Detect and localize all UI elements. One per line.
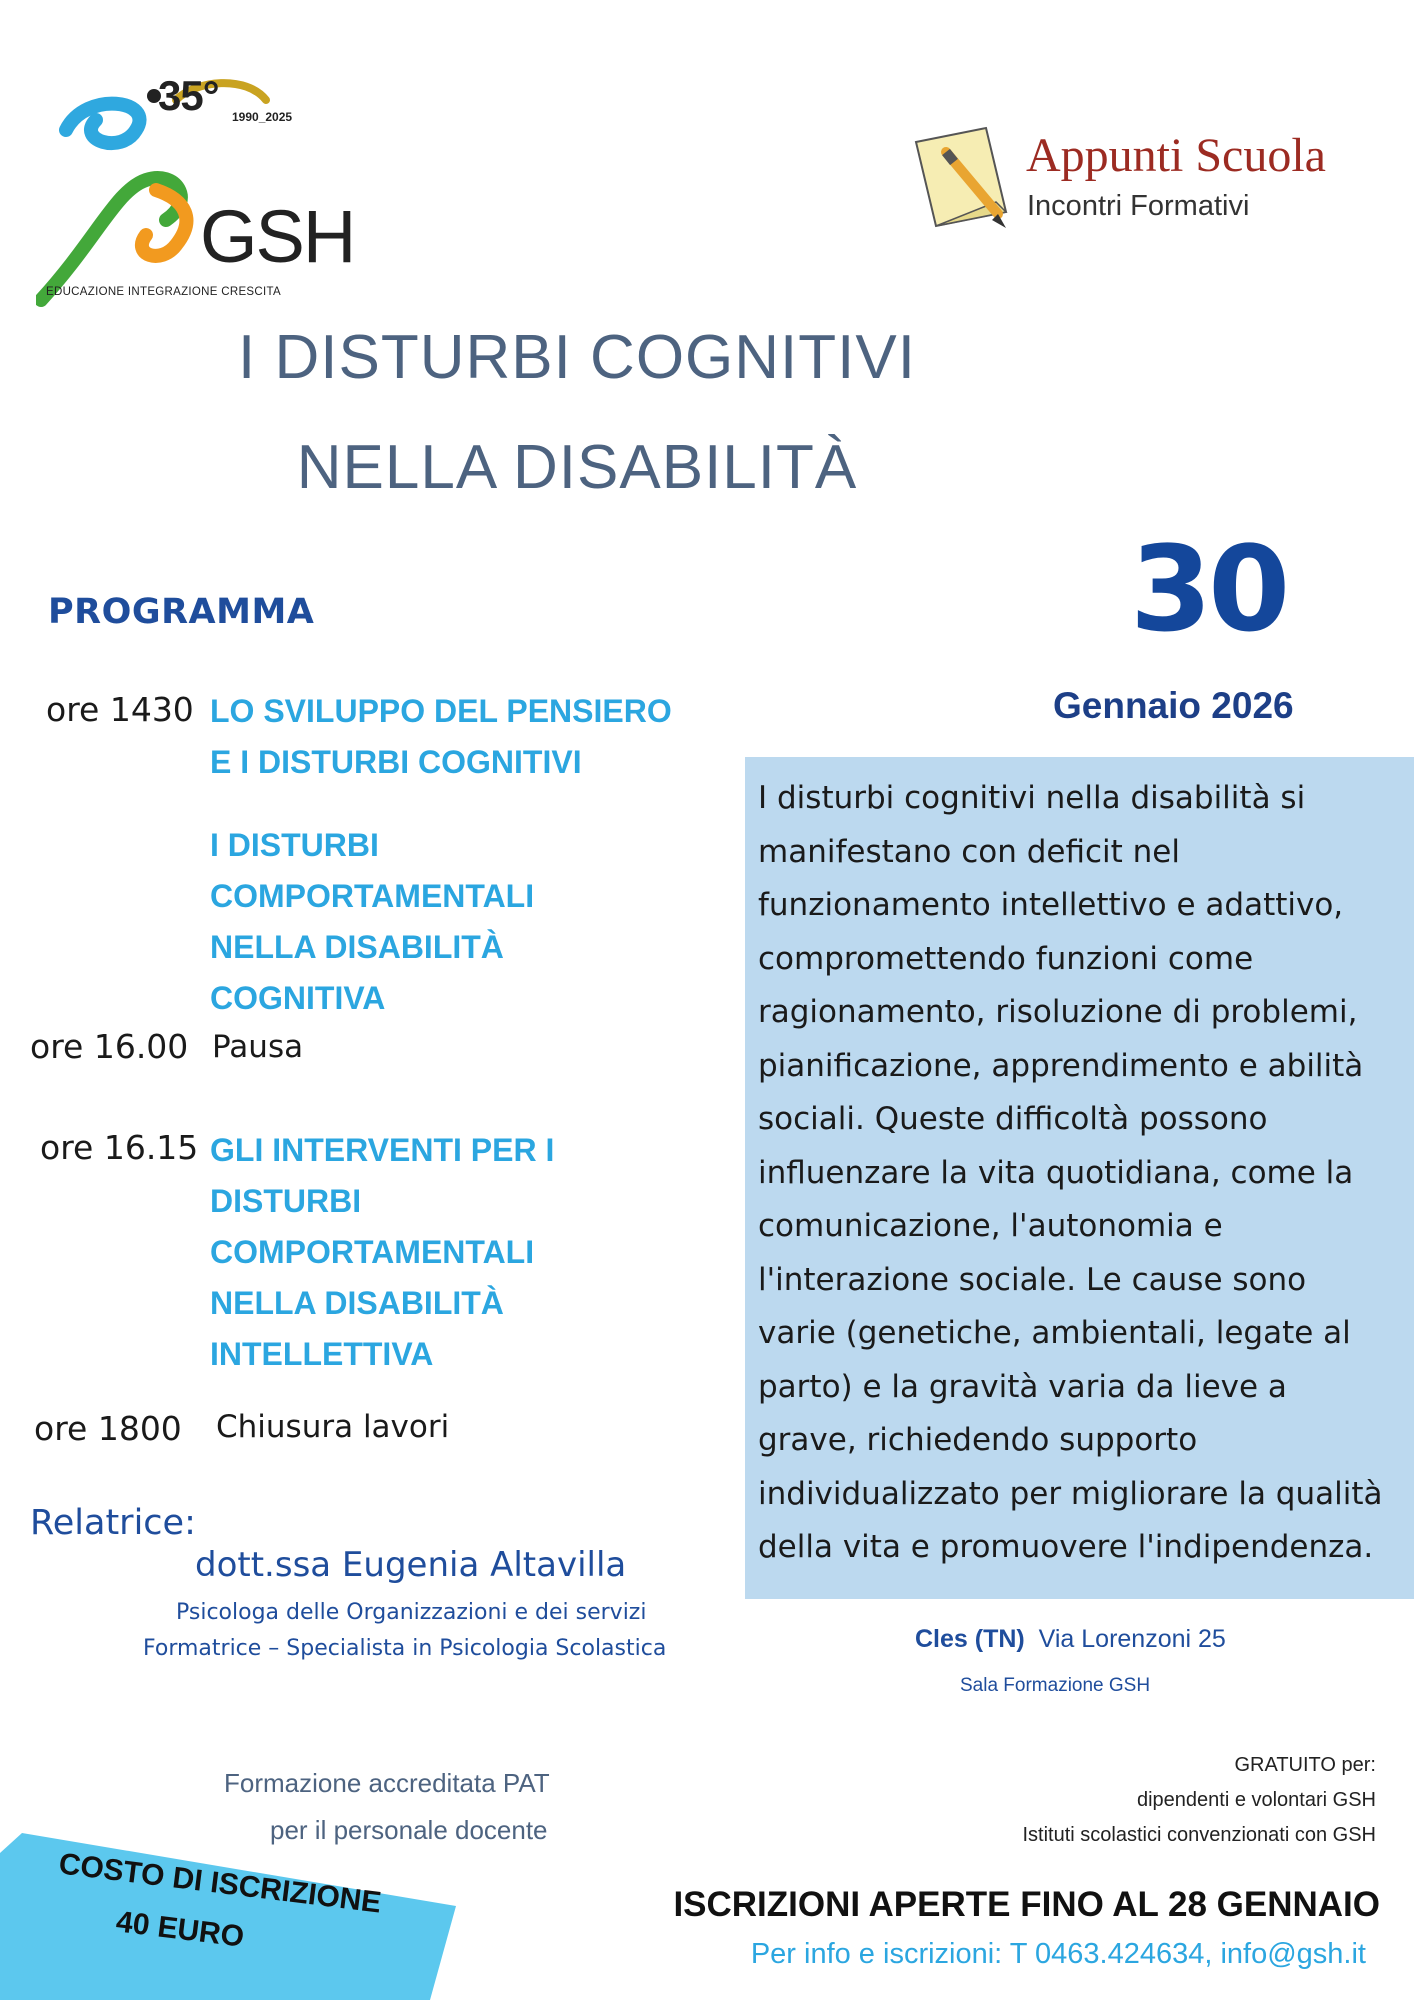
program-break: Pausa: [212, 1029, 304, 1065]
program-time: ore 16.00: [30, 1027, 189, 1066]
session-line: NELLA DISABILITÀ: [210, 1285, 504, 1321]
program-closing: Chiusura lavori: [216, 1409, 450, 1445]
notepad-pencil-icon: [906, 122, 1016, 232]
description-line: manifestano con deficit nel: [758, 833, 1180, 870]
description-text: [758, 772, 1398, 1575]
event-month-year: Gennaio 2026: [1053, 685, 1294, 726]
session-line: GLI INTERVENTI PER I: [210, 1132, 555, 1168]
registration-deadline: ISCRIZIONI APERTE FINO AL 28 GENNAIO: [673, 1885, 1380, 1924]
description-line: compromettendo funzioni come: [758, 940, 1254, 977]
program-time: ore 1430: [46, 690, 194, 729]
session-line: DISTURBI: [210, 1183, 362, 1219]
session-line: COMPORTAMENTALI: [210, 878, 535, 914]
session-line: I DISTURBI: [210, 827, 379, 863]
description-line: varie (genetiche, ambientali, legate al: [758, 1315, 1351, 1351]
programma-heading: PROGRAMMA: [48, 592, 315, 632]
relatrice-role-1: Psicologa delle Organizzazioni e dei servizi: [176, 1600, 647, 1625]
description-line: influenzare la vita quotidiana, come la: [758, 1154, 1354, 1191]
description-line: parto) e la gravità varia da lieve a: [758, 1368, 1287, 1405]
description-line: sociali. Queste difficoltà possono: [758, 1101, 1268, 1137]
gratuito-line: dipendenti e volontari GSH: [1136, 1789, 1376, 1811]
program-session: [210, 1125, 554, 1380]
program-time: ore 16.15: [40, 1128, 199, 1167]
program-time: ore 1800: [34, 1409, 182, 1448]
description-line: I disturbi cognitivi nella disabilità si: [758, 780, 1306, 816]
appunti-title: Appunti Scuola: [1026, 129, 1326, 182]
location-address: Via Lorenzoni 25: [1038, 1625, 1226, 1653]
accreditation-line-1: Formazione accreditata PAT: [224, 1768, 550, 1798]
program-session: [210, 686, 672, 788]
session-line: INTELLETTIVA: [210, 1336, 434, 1372]
gratuito-line: Istituti scolastici convenzionati con GSH: [1022, 1824, 1376, 1846]
description-line: ragionamento, risoluzione di problemi,: [758, 994, 1358, 1030]
cost-line-2: 40 EURO: [114, 1905, 246, 1954]
session-line: COMPORTAMENTALI: [210, 1234, 535, 1270]
description-line: della vita e promuovere l'indipendenza.: [758, 1529, 1374, 1565]
appunti-subtitle: Incontri Formativi: [1027, 190, 1250, 222]
relatrice-label: Relatrice:: [30, 1503, 196, 1543]
anniversary-years: 1990_2025: [232, 110, 293, 124]
description-line: grave, richiedendo supporto: [758, 1422, 1198, 1458]
description-line: funzionamento intellettivo e adattivo,: [758, 887, 1344, 923]
anniversary-label: 35°: [158, 72, 219, 119]
session-line: COGNITIVA: [210, 980, 386, 1016]
description-line: pianificazione, apprendimento e abilità: [758, 1047, 1364, 1084]
relatrice-role-2: Formatrice – Specialista in Psicologia Scolastica: [143, 1636, 667, 1661]
gsh-tagline: EDUCAZIONE INTEGRAZIONE CRESCITA: [46, 286, 281, 298]
page-title-line-2: NELLA DISABILITÀ: [296, 433, 858, 502]
cost-line-1: COSTO DI ISCRIZIONE: [57, 1847, 384, 1920]
event-day: 30: [1130, 520, 1287, 658]
program-session: [210, 820, 534, 1024]
accreditation-line-2: per il personale docente: [270, 1815, 548, 1845]
event-location: [915, 1625, 1226, 1654]
session-line: NELLA DISABILITÀ: [210, 929, 504, 965]
session-line: LO SVILUPPO DEL PENSIERO: [210, 693, 672, 729]
location-room: Sala Formazione GSH: [960, 1675, 1151, 1696]
contact-info[interactable]: Per info e iscrizioni: T 0463.424634, info@gsh.it: [750, 1938, 1366, 1970]
cost-banner: [0, 1833, 456, 2000]
gsh-wordmark: GSH: [200, 195, 355, 278]
relatrice-name: dott.ssa Eugenia Altavilla: [195, 1545, 627, 1585]
description-line: comunicazione, l'autonomia e: [758, 1208, 1223, 1244]
description-line: l'interazione sociale. Le cause sono: [758, 1261, 1307, 1298]
gratuito-heading: GRATUITO per:: [1234, 1754, 1376, 1776]
location-city: Cles (TN): [915, 1625, 1025, 1653]
page-title-line-1: I DISTURBI COGNITIVI: [238, 323, 916, 392]
description-line: individualizzato per migliorare la qualità: [758, 1475, 1383, 1512]
session-line: E I DISTURBI COGNITIVI: [210, 744, 582, 780]
